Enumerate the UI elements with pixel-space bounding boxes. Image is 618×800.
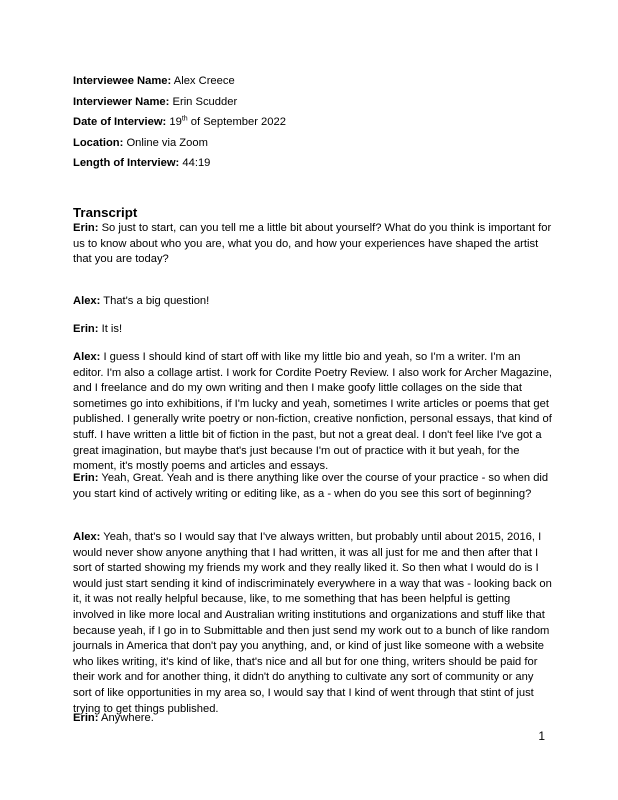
turn-text: So just to start, can you tell me a little bit about yourself? What do you think is important for us to know about who you are, what you do, and how your experiences have shaped the artist that you are today? [73, 222, 552, 266]
page-number: 1 [538, 729, 545, 743]
date-rest: of September 2022 [190, 116, 286, 128]
transcript-turn [73, 350, 553, 475]
transcript-heading: Transcript [73, 205, 138, 220]
transcript-turn [73, 322, 553, 338]
speaker-label: Erin: [73, 712, 99, 724]
date-row [73, 112, 286, 133]
turn-text: That's a big question! [103, 295, 210, 307]
transcript-turn [73, 294, 553, 310]
turn-text: I guess I should kind of start off with like my little bio and yeah, so I'm a writer. I'm an editor. I'm also a collage artist. I work for Cordite Poetry Review. I also work for Archer Magazine, and I freelance and do my own writing and then I make goofy little collages on the side that sometimes go into exhibitions, if I'm lucky and yeah, sometimes I write articles or poems that get published. I generally write poetry or non-fiction, creative nonfiction, personal essays, that kind of stuff. I have written a little bit of fiction in the past, but not a great deal. I don't feel like I've got a great imagination, but maybe that's just because I'm out of practice with it but yeah, for the moment, it's mostly poems and articles and essays. [73, 351, 553, 473]
interviewer-label: Interviewer Name: [73, 95, 170, 108]
turn-text: Yeah, Great. Yeah and is there anything like over the course of your practice - so when did you start kind of actively writing or editing like, as a - when do you see this sort of beginning? [73, 472, 549, 500]
transcript-turn [73, 471, 553, 502]
location-row [73, 133, 286, 154]
interview-metadata [73, 71, 286, 174]
interviewee-label: Interviewee Name: [73, 75, 172, 87]
turn-text: Anywhere. [100, 712, 154, 724]
interviewee-row [73, 71, 286, 92]
transcript-turn [73, 711, 553, 727]
interviewer-row [73, 92, 286, 113]
location-value: Online via Zoom [126, 136, 208, 149]
speaker-label: Alex: [73, 531, 101, 543]
date-label: Date of Interview: [73, 116, 167, 128]
location-label: Location: [73, 136, 124, 149]
speaker-label: Alex: [73, 351, 101, 363]
length-row [73, 153, 286, 174]
length-label: Length of Interview: [73, 157, 180, 169]
turn-text: Yeah, that's so I would say that I've always written, but probably until about 2015, 2016, I would never show anyone anything that I had written, it was all just for me and then after that I sort of started showing my friends my work and they really liked it. So then what I would do is I would just start sending it kind of indiscriminately everywhere in a way that was - looking back on it, it was not really helpful because, like, to me something that has been helpful is getting involved in like more local and Australian writing institutions and organizations and stuff like that because yeah, if I go in to Submittable and then just send my work out to a bunch of like random journals in America that don't pay you anything, and, or kind of just like someone with a website who likes writing, it's kind of like, that's nice and all but for one thing, writers should be paid for their work and for another thing, it didn't do anything to cultivate any sort of community or any sort of like opportunities in my area so, I would say that I kind of went through that stint of just trying to get things published. [73, 531, 552, 715]
interviewer-value: Erin Scudder [172, 95, 238, 108]
length-value: 44:19 [182, 157, 211, 169]
transcript-turn [73, 221, 553, 268]
interviewee-value: Alex Creece [173, 75, 235, 87]
speaker-label: Alex: [73, 295, 101, 307]
date-day: 19 [169, 116, 182, 128]
transcript-turn [73, 530, 553, 717]
date-suffix: th [181, 115, 188, 123]
speaker-label: Erin: [73, 222, 99, 234]
speaker-label: Erin: [73, 472, 99, 484]
speaker-label: Erin: [73, 323, 99, 335]
turn-text: It is! [101, 323, 123, 335]
